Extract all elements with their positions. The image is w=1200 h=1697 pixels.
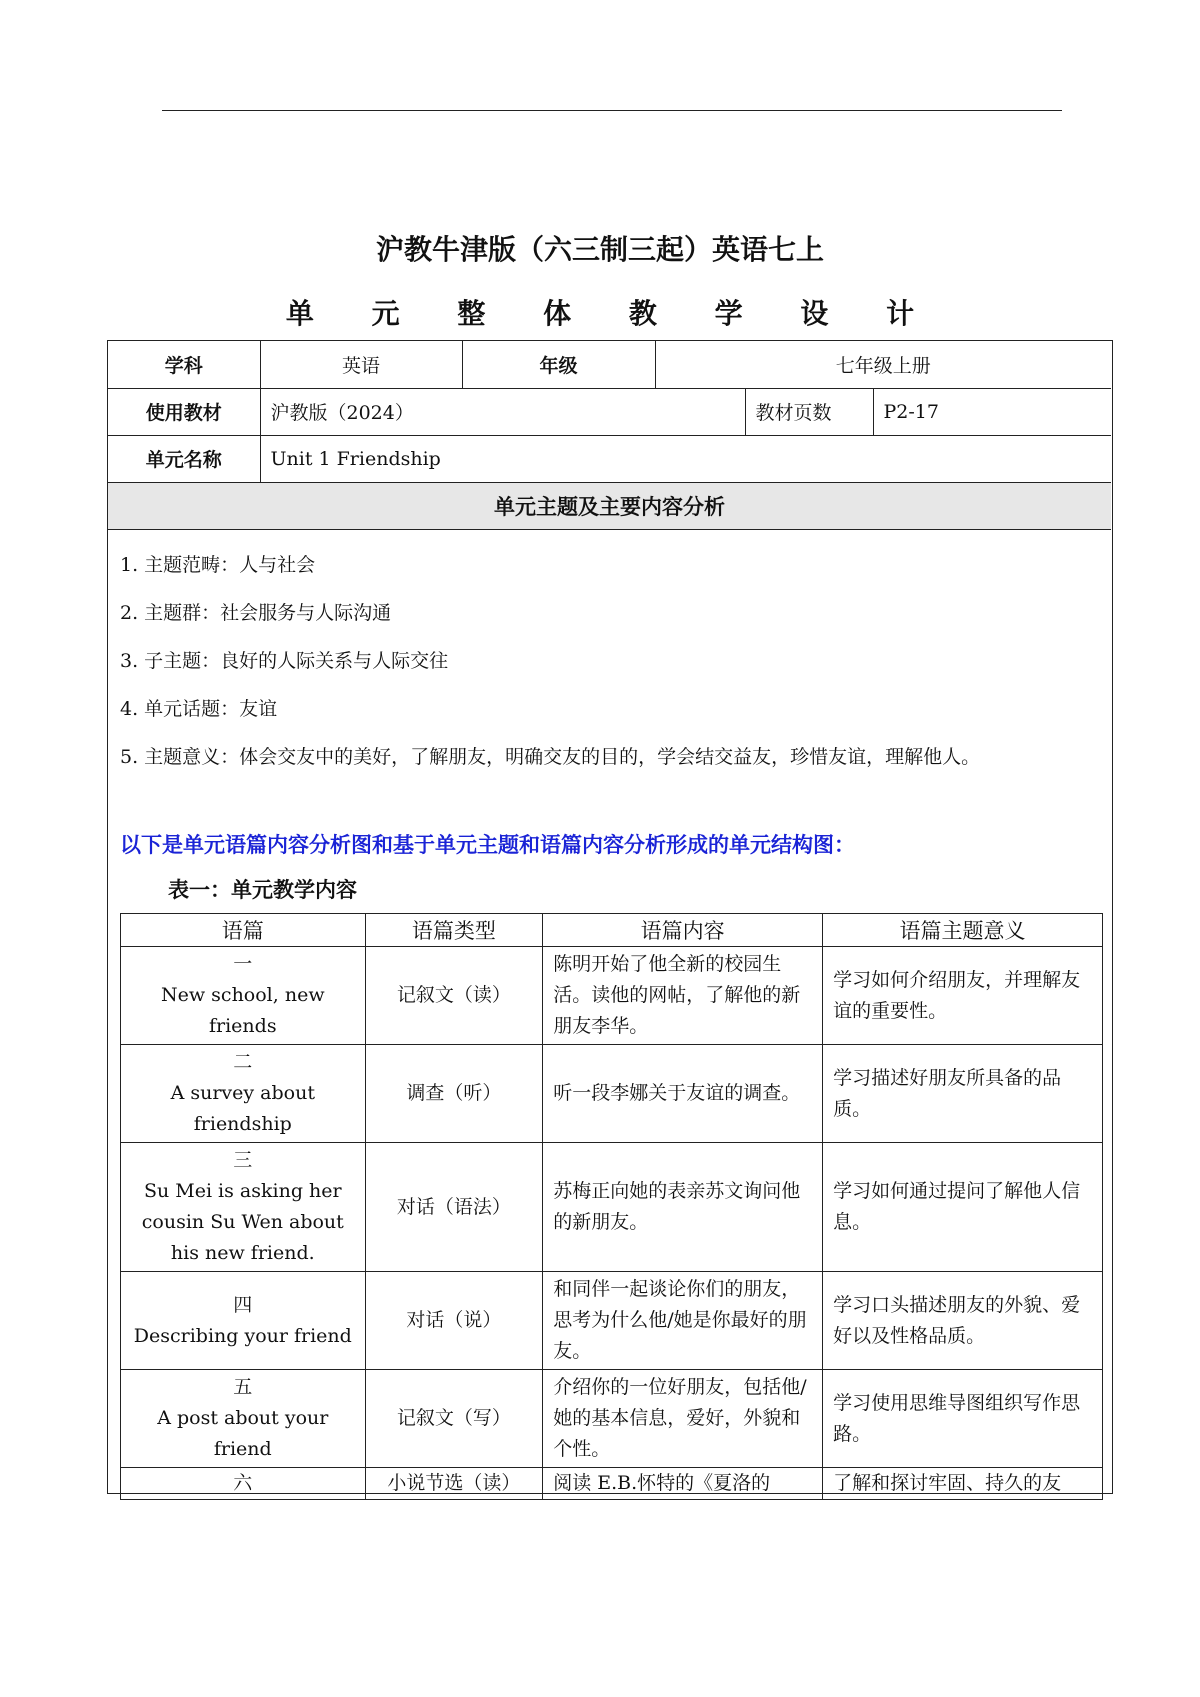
row-number: 四: [233, 1293, 253, 1316]
row-meaning: 了解和探讨牢固、持久的友: [823, 1468, 1103, 1500]
row-content: 阅读 E.B.怀特的《夏洛的: [543, 1468, 823, 1500]
row-type: 对话（说）: [365, 1272, 543, 1370]
table-row: [121, 1045, 1103, 1143]
theme-item: 5. 主题意义：体会交友中的美好，了解朋友，明确交友的目的，学会结交益友，珍惜友谊，理解他人。: [120, 746, 981, 768]
pages-value: P2-17: [873, 388, 1111, 435]
row-type: 调查（听）: [365, 1045, 543, 1143]
row-content: 介绍你的一位好朋友，包括他/她的基本信息，爱好，外貌和个性。: [543, 1370, 823, 1468]
row-meaning: 学习使用思维导图组织写作思路。: [823, 1370, 1103, 1468]
row-meaning: 学习口头描述朋友的外貌、爱好以及性格品质。: [823, 1272, 1103, 1370]
theme-item: 1. 主题范畴：人与社会: [120, 554, 316, 576]
theme-item: 4. 单元话题：友谊: [120, 698, 278, 720]
row-type: 小说节选（读）: [365, 1468, 543, 1500]
row-type: 对话（语法）: [365, 1143, 543, 1272]
theme-item: 3. 子主题：良好的人际关系与人际交往: [120, 650, 449, 672]
table-row: [121, 1370, 1103, 1468]
intro-text: 以下是单元语篇内容分析图和基于单元主题和语篇内容分析形成的单元结构图：: [120, 833, 855, 857]
table-row: [121, 1143, 1103, 1272]
pages-label: 教材页数: [745, 388, 873, 435]
row-meaning: 学习描述好朋友所具备的品质。: [823, 1045, 1103, 1143]
row-content: 陈明开始了他全新的校园生活。读他的网帖，了解他的新朋友李华。: [543, 947, 823, 1045]
table-caption: 表一：单元教学内容: [168, 878, 357, 902]
textbook-label: 使用教材: [108, 388, 260, 435]
row-type: 记叙文（写）: [365, 1370, 543, 1468]
row-title: Su Mei is asking her cousin Su Wen about his new friend.: [141, 1180, 344, 1264]
header-cell: 语篇主题意义: [823, 914, 1103, 947]
grade-label: 年级: [462, 341, 655, 388]
row-content: 苏梅正向她的表亲苏文询问他的新朋友。: [543, 1143, 823, 1272]
row-number: 六: [233, 1472, 253, 1494]
grade-value: 七年级上册: [655, 341, 1111, 388]
table-header-row: [121, 914, 1103, 947]
row-type: 记叙文（读）: [365, 947, 543, 1045]
textbook-value: 沪教版（2024）: [260, 388, 745, 435]
section-title: 单元主题及主要内容分析: [108, 482, 1111, 529]
row-number: 五: [233, 1376, 253, 1398]
row-meaning: 学习如何介绍朋友，并理解友谊的重要性。: [823, 947, 1103, 1045]
header-cell: 语篇类型: [365, 914, 543, 947]
design-form: [107, 340, 1113, 1494]
row-title: Describing your friend: [133, 1324, 352, 1347]
table-row: [121, 1272, 1103, 1370]
header-rule: [162, 110, 1062, 111]
theme-item: 2. 主题群：社会服务与人际沟通: [120, 602, 392, 624]
subject-label: 学科: [108, 341, 260, 388]
row-meaning: 学习如何通过提问了解他人信息。: [823, 1143, 1103, 1272]
unit-value: Unit 1 Friendship: [260, 435, 1111, 482]
row-title: A survey about friendship: [170, 1082, 315, 1135]
info-table: [108, 341, 1111, 530]
content-table: [120, 913, 1103, 1500]
row-title: A post about your friend: [157, 1407, 329, 1460]
row-content: 和同伴一起谈论你们的朋友，思考为什么他/她是你最好的朋友。: [543, 1272, 823, 1370]
document-subtitle: 单 元 整 体 教 学 设 计: [285, 297, 939, 330]
unit-label: 单元名称: [108, 435, 260, 482]
row-title: New school, new friends: [161, 984, 325, 1037]
row-number: 三: [233, 1149, 253, 1171]
subject-value: 英语: [260, 341, 462, 388]
row-number: 二: [233, 1051, 253, 1073]
row-content: 听一段李娜关于友谊的调查。: [543, 1045, 823, 1143]
header-cell: 语篇: [121, 914, 366, 947]
header-cell: 语篇内容: [543, 914, 823, 947]
row-number: 一: [233, 953, 253, 975]
table-row: [121, 1468, 1103, 1500]
table-row: [121, 947, 1103, 1045]
theme-list: [120, 541, 980, 781]
document-title: 沪教牛津版（六三制三起）英语七上: [375, 233, 824, 266]
